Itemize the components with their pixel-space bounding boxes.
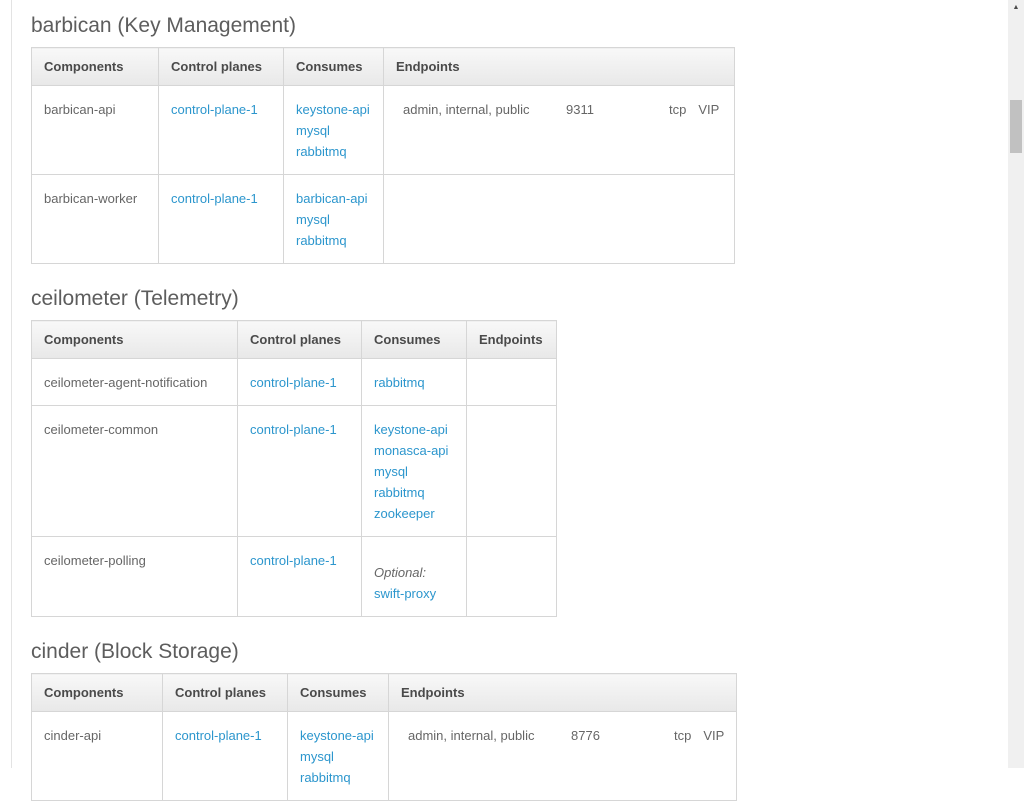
component-cell: barbican-api <box>32 86 159 175</box>
component-cell: cinder-api <box>32 712 163 801</box>
consumes-line <box>374 583 460 604</box>
consumes-cell <box>362 537 467 617</box>
endpoint-protocol: tcp <box>674 728 692 743</box>
column-header-consumes: Consumes <box>288 674 389 712</box>
consumes-link[interactable]: mysql <box>296 123 330 138</box>
service-section-cinder <box>31 639 751 801</box>
endpoint-vip: VIP <box>698 102 720 117</box>
control-plane-link[interactable]: control-plane-1 <box>250 553 337 568</box>
consumes-line <box>374 372 460 393</box>
column-header-components: Components <box>32 321 238 359</box>
table-row <box>32 359 557 406</box>
endpoints-cell <box>384 175 735 264</box>
control-plane-line <box>250 550 355 571</box>
service-table <box>31 47 735 264</box>
consumes-line <box>296 188 377 209</box>
control-plane-link[interactable]: control-plane-1 <box>171 191 258 206</box>
table-row <box>32 537 557 617</box>
consumes-link[interactable]: rabbitmq <box>374 485 425 500</box>
endpoint-port: 8776 <box>571 728 600 743</box>
component-cell: ceilometer-polling <box>32 537 238 617</box>
endpoint-protocol: tcp <box>669 102 687 117</box>
consumes-cell <box>362 359 467 406</box>
consumes-link[interactable]: mysql <box>374 464 408 479</box>
consumes-line <box>296 209 377 230</box>
control-plane-line <box>171 188 277 209</box>
endpoint-vip: VIP <box>703 728 725 743</box>
control-plane-line <box>171 99 277 120</box>
column-header-endpoints: Endpoints <box>384 48 735 86</box>
table-row <box>32 175 735 264</box>
header-row <box>32 321 557 359</box>
column-header-components: Components <box>32 674 163 712</box>
consumes-link[interactable]: keystone-api <box>296 102 370 117</box>
control-planes-cell <box>163 712 288 801</box>
consumes-cell <box>362 406 467 537</box>
consumes-line <box>296 230 377 251</box>
control-plane-line <box>250 419 355 440</box>
consumes-link[interactable]: monasca-api <box>374 443 449 458</box>
consumes-link[interactable]: keystone-api <box>374 422 448 437</box>
consumes-line <box>300 746 382 767</box>
section-heading: barbican (Key Management) <box>31 14 296 37</box>
consumes-link[interactable]: barbican-api <box>296 191 368 206</box>
control-plane-line <box>175 725 281 746</box>
endpoints-cell <box>467 406 557 537</box>
column-header-endpoints: Endpoints <box>389 674 737 712</box>
section-heading: cinder (Block Storage) <box>31 640 239 663</box>
column-header-control-planes: Control planes <box>163 674 288 712</box>
consumes-line <box>374 482 460 503</box>
control-plane-line <box>250 372 355 393</box>
column-header-control-planes: Control planes <box>238 321 362 359</box>
component-cell: ceilometer-common <box>32 406 238 537</box>
endpoints-cell <box>467 359 557 406</box>
service-table <box>31 320 557 617</box>
column-header-control-planes: Control planes <box>159 48 284 86</box>
control-plane-link[interactable]: control-plane-1 <box>250 422 337 437</box>
component-cell: ceilometer-agent-notification <box>32 359 238 406</box>
consumes-link[interactable]: rabbitmq <box>296 233 347 248</box>
content <box>31 0 751 801</box>
control-planes-cell <box>159 86 284 175</box>
consumes-link[interactable]: rabbitmq <box>296 144 347 159</box>
consumes-link[interactable]: keystone-api <box>300 728 374 743</box>
consumes-line <box>296 99 377 120</box>
consumes-cell <box>288 712 389 801</box>
consumes-line <box>296 141 377 162</box>
consumes-cell <box>284 175 384 264</box>
consumes-link[interactable]: rabbitmq <box>374 375 425 390</box>
consumes-line <box>300 725 382 746</box>
header-row <box>32 674 737 712</box>
consumes-link[interactable]: rabbitmq <box>300 770 351 785</box>
section-heading: ceilometer (Telemetry) <box>31 287 239 310</box>
control-plane-link[interactable]: control-plane-1 <box>171 102 258 117</box>
control-plane-link[interactable]: control-plane-1 <box>250 375 337 390</box>
endpoints-cell <box>467 537 557 617</box>
table-row <box>32 712 737 801</box>
consumes-cell <box>284 86 384 175</box>
consumes-link[interactable]: mysql <box>296 212 330 227</box>
consumes-line <box>374 503 460 524</box>
endpoint-scopes: admin, internal, public <box>403 102 530 117</box>
column-header-endpoints: Endpoints <box>467 321 557 359</box>
consumes-line <box>300 767 382 788</box>
column-header-components: Components <box>32 48 159 86</box>
consumes-line <box>296 120 377 141</box>
control-planes-cell <box>159 175 284 264</box>
endpoints-cell <box>389 712 737 801</box>
column-header-consumes: Consumes <box>362 321 467 359</box>
consumes-line <box>374 461 460 482</box>
consumes-link[interactable]: mysql <box>300 749 334 764</box>
service-table <box>31 673 737 801</box>
consumes-link[interactable]: zookeeper <box>374 506 435 521</box>
endpoint-row <box>396 99 728 120</box>
column-header-consumes: Consumes <box>284 48 384 86</box>
control-planes-cell <box>238 537 362 617</box>
table-row <box>32 86 735 175</box>
scroll-up-button[interactable] <box>1008 0 1024 15</box>
component-cell: barbican-worker <box>32 175 159 264</box>
consumes-line <box>374 419 460 440</box>
content-left-divider <box>11 0 12 768</box>
control-planes-cell <box>238 406 362 537</box>
control-planes-cell <box>238 359 362 406</box>
control-plane-link[interactable]: control-plane-1 <box>175 728 262 743</box>
service-section-barbican <box>31 13 751 264</box>
endpoint-row <box>401 725 730 746</box>
endpoints-cell <box>384 86 735 175</box>
scrollbar-thumb[interactable] <box>1010 100 1022 153</box>
consumes-link[interactable]: swift-proxy <box>374 586 437 601</box>
scroll-up-arrow-icon: ▲ <box>1012 4 1020 11</box>
optional-label: Optional: <box>374 565 427 580</box>
table-row <box>32 406 557 537</box>
consumes-line <box>374 440 460 461</box>
endpoint-scopes: admin, internal, public <box>408 728 535 743</box>
vertical-scrollbar[interactable] <box>1008 0 1024 768</box>
service-section-ceilometer <box>31 286 751 617</box>
header-row <box>32 48 735 86</box>
endpoint-port: 9311 <box>566 102 594 117</box>
